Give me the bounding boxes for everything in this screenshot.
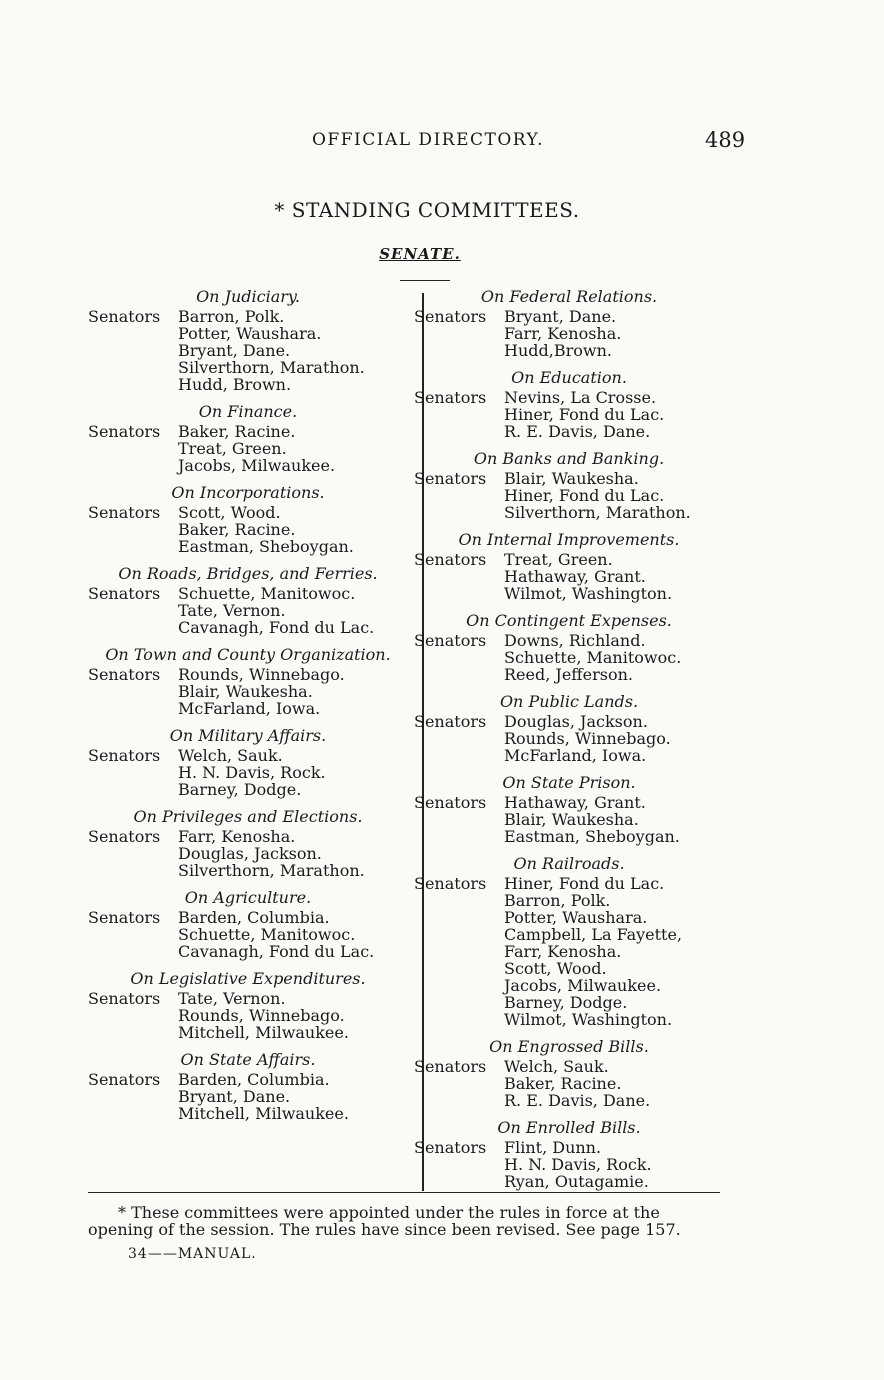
- member-entry: Douglas, Jackson.: [504, 712, 648, 731]
- member-row: [414, 389, 724, 440]
- left-column: [88, 288, 408, 1132]
- member-entry: Potter, Waushara.: [178, 324, 322, 343]
- committee-name: On Privileges and Elections.: [133, 807, 363, 826]
- member-entry: Cavanagh, Fond du Lac.: [178, 942, 375, 961]
- member-entry: Barron, Polk.: [178, 307, 285, 326]
- member-entry: Flint, Dunn.: [504, 1138, 602, 1157]
- member-entry: Hiner, Fond du Lac.: [504, 486, 665, 505]
- member-entry: Barney, Dodge.: [178, 780, 302, 799]
- committee-block: [414, 450, 724, 521]
- member-row: [88, 308, 408, 393]
- member-list: [504, 1058, 724, 1109]
- member-row: [88, 504, 408, 555]
- committee-block: [88, 646, 408, 717]
- member-list: [178, 990, 408, 1041]
- senators-label: Senators: [414, 388, 487, 407]
- footnote: [88, 1204, 728, 1238]
- member-list: [178, 423, 408, 474]
- chamber-heading: SENATE.: [379, 245, 461, 263]
- footnote-line: * These committees were appointed under the rules in force at the: [118, 1203, 660, 1222]
- member-entry: Blair, Waukesha.: [504, 469, 639, 488]
- member-entry: Schuette, Manitowoc.: [504, 648, 682, 667]
- member-entry: Eastman, Sheboygan.: [178, 537, 354, 556]
- member-row: [88, 747, 408, 798]
- member-entry: H. N. Davis, Rock.: [178, 763, 326, 782]
- member-entry: Hiner, Fond du Lac.: [504, 405, 665, 424]
- member-list: [178, 747, 408, 798]
- member-entry: Barron, Polk.: [504, 891, 611, 910]
- member-row: [414, 875, 724, 1028]
- member-entry: Rounds, Winnebago.: [504, 729, 671, 748]
- member-entry: Douglas, Jackson.: [178, 844, 322, 863]
- member-row: [414, 794, 724, 845]
- member-entry: Nevins, La Crosse.: [504, 388, 657, 407]
- member-row: [414, 470, 724, 521]
- committee-name: On Incorporations.: [171, 483, 325, 502]
- member-entry: Farr, Kenosha.: [178, 827, 296, 846]
- senators-label: Senators: [88, 584, 161, 603]
- member-entry: Rounds, Winnebago.: [178, 665, 345, 684]
- member-entry: Blair, Waukesha.: [504, 810, 639, 829]
- member-entry: Potter, Waushara.: [504, 908, 648, 927]
- senators-label: Senators: [88, 1070, 161, 1089]
- member-entry: Schuette, Manitowoc.: [178, 925, 356, 944]
- member-entry: Wilmot, Washington.: [504, 1010, 673, 1029]
- senators-label: Senators: [414, 469, 487, 488]
- committee-name: On Agriculture.: [184, 888, 312, 907]
- committee-name: On Engrossed Bills.: [489, 1037, 649, 1056]
- member-entry: Mitchell, Milwaukee.: [178, 1104, 349, 1123]
- committee-name: On Public Lands.: [499, 692, 639, 711]
- member-list: [178, 909, 408, 960]
- member-entry: Mitchell, Milwaukee.: [178, 1023, 349, 1042]
- member-entry: Tate, Vernon.: [178, 601, 286, 620]
- committee-block: [414, 288, 724, 359]
- member-entry: Schuette, Manitowoc.: [178, 584, 356, 603]
- senators-label: Senators: [88, 746, 161, 765]
- member-entry: Ryan, Outagamie.: [504, 1172, 649, 1191]
- committee-block: [414, 612, 724, 683]
- committee-block: [414, 369, 724, 440]
- member-row: [88, 990, 408, 1041]
- member-row: [414, 1058, 724, 1109]
- committee-block: [414, 693, 724, 764]
- committee-block: [414, 1119, 724, 1190]
- member-entry: Jacobs, Milwaukee.: [504, 976, 662, 995]
- member-row: [88, 909, 408, 960]
- senators-label: Senators: [414, 793, 487, 812]
- member-entry: Tate, Vernon.: [178, 989, 286, 1008]
- member-entry: Blair, Waukesha.: [178, 682, 313, 701]
- member-list: [504, 389, 724, 440]
- member-entry: R. E. Davis, Dane.: [504, 1091, 651, 1110]
- member-row: [414, 308, 724, 359]
- senators-label: Senators: [88, 307, 161, 326]
- member-entry: Eastman, Sheboygan.: [504, 827, 680, 846]
- senators-label: Senators: [88, 908, 161, 927]
- footer-rule: [88, 1192, 720, 1193]
- member-entry: Hathaway, Grant.: [504, 793, 646, 812]
- committee-block: [88, 288, 408, 393]
- member-entry: McFarland, Iowa.: [178, 699, 321, 718]
- committee-name: On Finance.: [198, 402, 298, 421]
- member-row: [88, 666, 408, 717]
- member-list: [504, 632, 724, 683]
- member-entry: Farr, Kenosha.: [504, 324, 622, 343]
- member-list: [178, 308, 408, 393]
- member-list: [178, 585, 408, 636]
- committee-name: On Contingent Expenses.: [466, 611, 672, 630]
- member-entry: Barney, Dodge.: [504, 993, 628, 1012]
- member-row: [88, 423, 408, 474]
- member-entry: Silverthorn, Marathon.: [178, 358, 365, 377]
- member-entry: Hathaway, Grant.: [504, 567, 646, 586]
- running-head: [0, 128, 884, 156]
- committee-block: [414, 531, 724, 602]
- member-row: [88, 585, 408, 636]
- senators-label: Senators: [88, 989, 161, 1008]
- member-row: [414, 1139, 724, 1190]
- member-list: [178, 828, 408, 879]
- member-entry: H. N. Davis, Rock.: [504, 1155, 652, 1174]
- senators-label: Senators: [88, 827, 161, 846]
- senators-label: Senators: [414, 307, 487, 326]
- member-entry: Rounds, Winnebago.: [178, 1006, 345, 1025]
- member-list: [504, 470, 724, 521]
- committee-name: On Railroads.: [513, 854, 625, 873]
- page-number: 489: [705, 128, 746, 152]
- committee-name: On State Affairs.: [180, 1050, 316, 1069]
- member-entry: Scott, Wood.: [504, 959, 607, 978]
- committee-name: On Judiciary.: [196, 287, 300, 306]
- signature-mark: 34——MANUAL.: [128, 1246, 257, 1262]
- member-entry: Wilmot, Washington.: [504, 584, 673, 603]
- senators-label: Senators: [88, 503, 161, 522]
- member-row: [414, 632, 724, 683]
- member-entry: Bryant, Dane.: [178, 1087, 291, 1106]
- member-entry: Hudd, Brown.: [178, 375, 292, 394]
- committee-name: On Banks and Banking.: [473, 449, 665, 468]
- senators-label: Senators: [414, 631, 487, 650]
- member-entry: Barden, Columbia.: [178, 1070, 330, 1089]
- member-entry: Hiner, Fond du Lac.: [504, 874, 665, 893]
- committee-name: On State Prison.: [502, 773, 636, 792]
- member-entry: R. E. Davis, Dane.: [504, 422, 651, 441]
- committee-block: [88, 727, 408, 798]
- member-list: [504, 713, 724, 764]
- committee-block: [414, 855, 724, 1028]
- member-entry: Bryant, Dane.: [504, 307, 617, 326]
- committee-name: On Enrolled Bills.: [497, 1118, 641, 1137]
- member-entry: Cavanagh, Fond du Lac.: [178, 618, 375, 637]
- member-entry: Bryant, Dane.: [178, 341, 291, 360]
- committee-name: On Town and County Organization.: [105, 645, 391, 664]
- member-list: [504, 308, 724, 359]
- member-entry: Reed, Jefferson.: [504, 665, 633, 684]
- member-entry: Baker, Racine.: [504, 1074, 622, 1093]
- member-list: [504, 1139, 724, 1190]
- committee-name: On Education.: [511, 368, 627, 387]
- senators-label: Senators: [414, 1057, 487, 1076]
- member-list: [178, 666, 408, 717]
- member-list: [504, 551, 724, 602]
- committee-block: [88, 484, 408, 555]
- senators-label: Senators: [414, 550, 487, 569]
- member-row: [414, 713, 724, 764]
- committee-name: On Roads, Bridges, and Ferries.: [118, 564, 378, 583]
- member-row: [88, 828, 408, 879]
- committee-block: [88, 403, 408, 474]
- senators-label: Senators: [88, 665, 161, 684]
- senators-label: Senators: [414, 874, 487, 893]
- member-entry: Welch, Sauk.: [504, 1057, 609, 1076]
- member-entry: Downs, Richland.: [504, 631, 646, 650]
- committee-block: [414, 774, 724, 845]
- senators-label: Senators: [414, 712, 487, 731]
- member-list: [504, 794, 724, 845]
- member-entry: Treat, Green.: [178, 439, 287, 458]
- member-entry: Baker, Racine.: [178, 422, 296, 441]
- committee-block: [414, 1038, 724, 1109]
- member-entry: Welch, Sauk.: [178, 746, 283, 765]
- member-entry: McFarland, Iowa.: [504, 746, 647, 765]
- member-entry: Treat, Green.: [504, 550, 613, 569]
- committee-block: [88, 1051, 408, 1122]
- member-entry: Silverthorn, Marathon.: [504, 503, 691, 522]
- running-title: OFFICIAL DIRECTORY.: [312, 130, 544, 150]
- member-entry: Baker, Racine.: [178, 520, 296, 539]
- member-row: [88, 1071, 408, 1122]
- committee-name: On Internal Improvements.: [458, 530, 680, 549]
- senators-label: Senators: [414, 1138, 487, 1157]
- member-list: [178, 1071, 408, 1122]
- member-list: [504, 875, 724, 1028]
- senators-label: Senators: [88, 422, 161, 441]
- committee-block: [88, 970, 408, 1041]
- committee-block: [88, 889, 408, 960]
- footnote-line: opening of the session. The rules have since been revised. See page 157.: [88, 1220, 681, 1239]
- right-column: [414, 288, 724, 1200]
- member-list: [178, 504, 408, 555]
- member-entry: Silverthorn, Marathon.: [178, 861, 365, 880]
- committee-block: [88, 565, 408, 636]
- member-entry: Hudd,Brown.: [504, 341, 612, 360]
- committee-block: [88, 808, 408, 879]
- member-entry: Barden, Columbia.: [178, 908, 330, 927]
- page-title: * STANDING COMMITTEES.: [274, 198, 580, 222]
- chamber-rule: [400, 280, 450, 281]
- committee-name: On Military Affairs.: [169, 726, 327, 745]
- committee-name: On Federal Relations.: [480, 287, 658, 306]
- member-entry: Scott, Wood.: [178, 503, 281, 522]
- member-entry: Farr, Kenosha.: [504, 942, 622, 961]
- committee-name: On Legislative Expenditures.: [130, 969, 366, 988]
- member-entry: Campbell, La Fayette,: [504, 925, 683, 944]
- member-row: [414, 551, 724, 602]
- member-entry: Jacobs, Milwaukee.: [178, 456, 336, 475]
